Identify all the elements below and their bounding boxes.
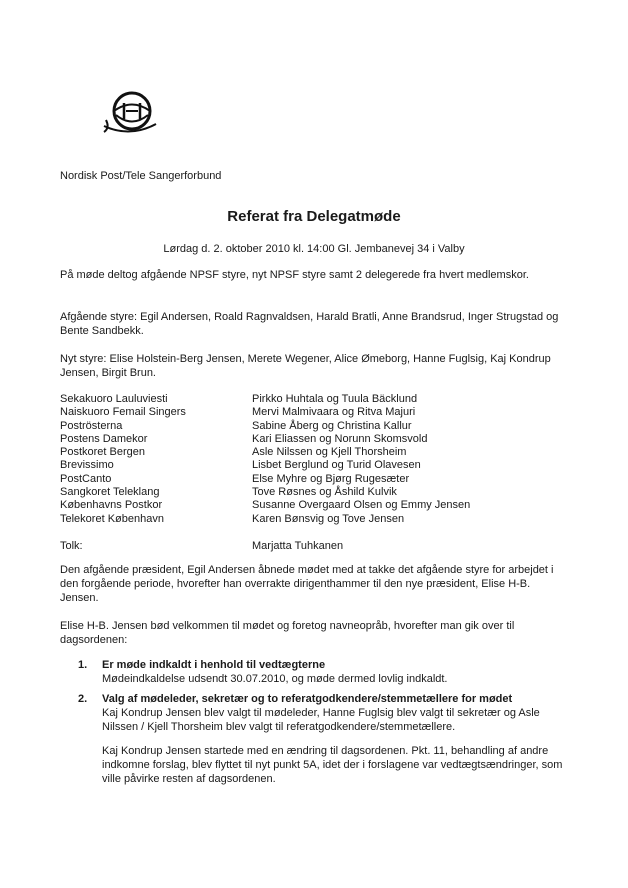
agenda-number: 2.	[78, 693, 88, 705]
delegate-names: Karen Bønsvig og Tove Jensen	[252, 512, 405, 525]
delegate-names: Kari Eliassen og Norunn Skomsvold	[252, 432, 428, 445]
choir-name: Brevissimo	[60, 459, 114, 472]
choir-delegates-list	[60, 393, 560, 526]
agenda-heading	[78, 658, 568, 672]
delegate-names: Asle Nilssen og Kjell Thorsheim	[252, 446, 407, 459]
welcome-paragraph: Elise H-B. Jensen bød velkommen til mødet og foretog navneopråb, hvorefter man gik over til dagsordenen:	[60, 620, 515, 646]
interpreter-name: Marjatta Tuhkanen	[252, 540, 344, 552]
list-item	[60, 486, 560, 499]
list-item	[60, 499, 560, 512]
delegate-names: Pirkko Huhtala og Tuula Bäcklund	[252, 393, 418, 405]
choir-name: PostCanto	[60, 472, 112, 485]
list-item	[60, 393, 560, 406]
delegate-names: Susanne Overgaard Olsen og Emmy Jensen	[252, 499, 471, 512]
agenda-body: Kaj Kondrup Jensen startede med en ændring til dagsordenen. Pkt. 11, behandling af andre indkomne forslag, blev flyttet til nyt punkt 5A, idet der i forslagene var vedtægtsændringer, som ville påvirke resten af dagsordenen.	[102, 745, 563, 785]
delegate-names: Sabine Åberg og Christina Kallur	[252, 419, 412, 432]
choir-name: Postkoret Bergen	[60, 446, 145, 459]
delegate-names: Lisbet Berglund og Turid Olavesen	[252, 459, 421, 472]
agenda-number: 1.	[78, 659, 88, 671]
choir-name: Poströsterna	[60, 419, 123, 432]
agenda-item-1	[78, 658, 568, 686]
agenda-body: Mødeindkaldelse udsendt 30.07.2010, og møde dermed lovlig indkaldt.	[102, 673, 448, 685]
old-board-paragraph: Afgående styre: Egil Andersen, Roald Ragnvaldsen, Harald Bratli, Anne Brandsrud, Inger Strugstad og Bente Sandbekk.	[60, 311, 559, 337]
list-item	[60, 420, 560, 433]
delegate-names: Mervi Malmivaara og Ritva Majuri	[252, 406, 416, 419]
delegate-names: Tove Røsnes og Åshild Kulvik	[252, 486, 397, 499]
choir-name: Sangkoret Teleklang	[60, 486, 160, 499]
choir-name: Sekakuoro Lauluviesti	[60, 393, 168, 405]
opening-paragraph: Den afgående præsident, Egil Andersen åbnede mødet med at takke det afgående styre for arbejdet i den forgående periode, hvorefter han overrakte dirigenthammer til den nye præsident, Elise H-B. Jensen.	[60, 564, 554, 604]
delegate-names: Else Myhre og Bjørg Rugesæter	[252, 472, 410, 485]
interpreter-label: Tolk:	[60, 540, 83, 552]
agenda-heading	[78, 692, 568, 706]
choir-name: Naiskuoro Femail Singers	[60, 406, 186, 419]
list-item	[60, 513, 560, 526]
new-board-paragraph: Nyt styre: Elise Holstein-Berg Jensen, Merete Wegener, Alice Ømeborg, Hanne Fuglsig, Kaj Kondrup Jensen, Birgit Brun.	[60, 353, 551, 379]
post-horn-logo-icon	[102, 88, 158, 140]
document-title: Referat fra Delegatmøde	[227, 208, 401, 225]
agenda-title: Er møde indkaldt i henhold til vedtægterne	[102, 659, 326, 671]
choir-name: Postens Damekor	[60, 432, 148, 445]
interpreter-line	[60, 540, 560, 552]
agenda-item-2	[78, 692, 568, 786]
list-item	[60, 446, 560, 459]
list-item	[60, 433, 560, 446]
meeting-dateline: Lørdag d. 2. oktober 2010 kl. 14:00 Gl. Jembanevej 34 i Valby	[163, 243, 465, 255]
agenda-title: Valg af mødeleder, sekretær og to referatgodkendere/stemmetællere for mødet	[102, 693, 513, 705]
list-item	[60, 459, 560, 472]
choir-name: Telekoret København	[60, 512, 164, 525]
organization-name: Nordisk Post/Tele Sangerforbund	[60, 170, 222, 182]
list-item	[60, 473, 560, 486]
choir-name: Københavns Postkor	[60, 499, 163, 512]
intro-paragraph: På møde deltog afgående NPSF styre, nyt NPSF styre samt 2 delegerede fra hvert medlemskor.	[60, 269, 529, 281]
list-item	[60, 406, 560, 419]
agenda-body: Kaj Kondrup Jensen blev valgt til mødeleder, Hanne Fuglsig blev valgt til sekretær og Asle Nilssen / Kjell Thorsheim blev valgt til referatgodkendere/stemmetællere.	[102, 707, 540, 733]
